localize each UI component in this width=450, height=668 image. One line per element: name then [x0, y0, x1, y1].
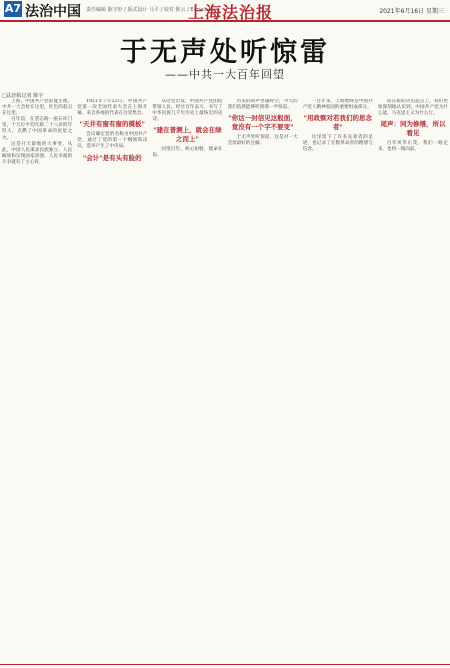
body-paragraph: 一百年来，上海始终是中国共产党人精神家园的重要组成部分。 [302, 99, 373, 111]
section-title: 法治中国 [25, 4, 81, 20]
body-paragraph: 会议确定党的名称为中国共产党，通过了党的第一个纲领和决议，选举产生了中央局。 [77, 132, 148, 150]
section-subtitle: "建在普测上，就会在绿之而上" [153, 126, 222, 144]
byline: □法治报记者 陈宇 [2, 93, 44, 99]
bottom-rule [0, 664, 450, 665]
body-paragraph: 1921年7月23日，中国共产党第一次全国代表大会在上海开幕，来自各地的代表在这里集会。 [77, 99, 148, 117]
section-subtitle: 尾声：同为修缮，所以看见 [380, 120, 446, 138]
text-column [152, 99, 222, 665]
body-paragraph: 这里留下了许多先驱者的足迹，也记录了无数革命者的理想与信念。 [302, 135, 373, 153]
body-paragraph: 从这里出发，中国共产党团结带领人民，经过百年奋斗，书写了中华民族几千年历史上最恢宏的史诗。 [152, 99, 223, 123]
editors-line: 责任编辑 陈宇轩 / 版式设计 马平 / 校对 陈云 / E-mail: … [86, 7, 215, 13]
subheadline: ——中共一大百年回望 [165, 68, 285, 81]
section-subtitle: "会计"是有头有脸的 [82, 153, 142, 162]
body-paragraph: 历史的回声穿越时空，今天的我们依然能够听到那一声惊雷。 [227, 99, 298, 111]
body-paragraph: 回望百年，初心如磐，使命在肩。 [152, 147, 223, 159]
text-column [378, 99, 448, 665]
section-subtitle: "用政察对若我们的思念者" [303, 114, 372, 132]
body-paragraph: 站在新的历史起点上，我们更加深刻地认识到，中国共产党为什么能，马克思主义为什么行。 [377, 99, 449, 117]
headline: 于无声处听惊雷 [120, 37, 330, 68]
masthead [0, 0, 450, 22]
text-column [303, 99, 373, 665]
text-column [2, 99, 72, 665]
text-column [77, 99, 147, 665]
text-column [228, 99, 298, 665]
section-subtitle: "你这一封信见这般面，竟没有一个字不要变" [228, 114, 297, 132]
article-body [2, 99, 448, 665]
body-paragraph: 百年前，在望志路一座石库门里，十几位平均年龄二十八岁的年轻人，点燃了中国革命的星星之火。 [2, 117, 73, 141]
body-paragraph: 这是开天辟地的大事变。从此，中国人民谋求民族独立、人民解放和实现国家富强、人民幸福的斗争就有了主心骨。 [2, 141, 73, 165]
issue-date: 2021年6月16日 星期三 [379, 8, 444, 15]
newspaper-logo: 上海法治报 [188, 3, 274, 22]
page-number: A7 [4, 2, 22, 15]
body-paragraph: 百年风华正茂，我们一路走来，也将一路向前。 [377, 141, 449, 153]
body-paragraph: 上海，中国共产党的诞生地，中共一大会址在这里，红色的起点在这里。 [2, 99, 73, 117]
body-paragraph: 于无声处听惊雷，这是对一大会址最好的注解。 [227, 135, 298, 147]
section-subtitle: "天井有窗有窗的模板" [79, 120, 145, 129]
